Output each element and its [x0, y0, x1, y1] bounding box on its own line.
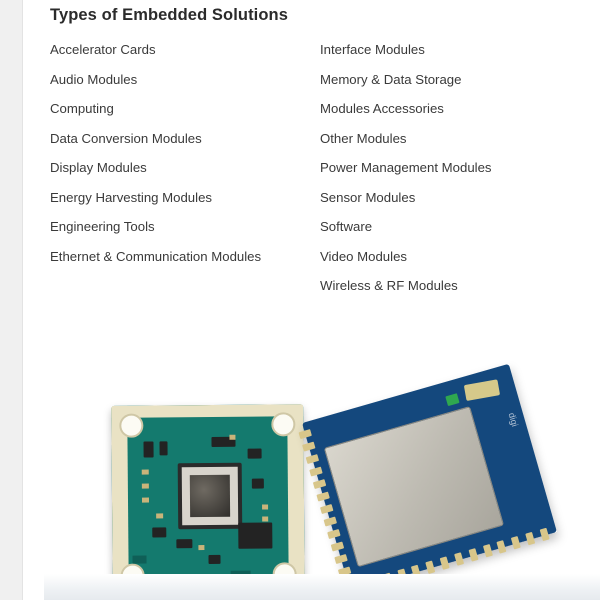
category-link-power-management-modules[interactable]: Power Management Modules: [320, 160, 492, 175]
category-link-engineering-tools[interactable]: Engineering Tools: [50, 219, 155, 234]
ic-chip: [238, 522, 272, 548]
category-link-software[interactable]: Software: [320, 219, 373, 234]
pin: [327, 529, 340, 539]
left-gutter: [0, 0, 23, 600]
category-link-data-conversion-modules[interactable]: Data Conversion Modules: [50, 130, 202, 146]
pin: [511, 536, 521, 549]
category-columns: [50, 40, 590, 306]
smd-component: [262, 504, 268, 509]
pin: [316, 492, 329, 502]
category-link-ethernet-communication-modules[interactable]: Ethernet & Communication Modules: [50, 248, 262, 264]
smd-component: [142, 470, 149, 475]
pin: [425, 560, 435, 573]
pin: [483, 544, 493, 557]
camera-sensor-module-photo: [111, 404, 305, 596]
pin: [525, 532, 535, 545]
pin: [334, 554, 347, 564]
smd-component: [142, 484, 149, 489]
ic-chip: [143, 441, 153, 457]
pin: [331, 542, 344, 552]
smd-component: [262, 516, 268, 521]
pin: [313, 479, 326, 489]
mounting-hole: [119, 414, 143, 438]
page-title: Types of Embedded Solutions: [50, 6, 288, 24]
pin: [468, 548, 478, 561]
solder-pad: [132, 556, 146, 564]
category-link-audio-modules[interactable]: Audio Modules: [50, 71, 138, 87]
pin: [309, 467, 322, 477]
product-images: [44, 360, 600, 600]
category-link-video-modules[interactable]: Video Modules: [320, 248, 407, 264]
pin: [306, 454, 319, 464]
ic-chip: [252, 479, 264, 489]
smd-component: [142, 498, 149, 503]
smd-component: [198, 545, 204, 550]
mounting-hole: [271, 412, 295, 436]
category-column-left: [50, 40, 320, 306]
pin: [298, 429, 311, 439]
content-area: [22, 0, 600, 600]
category-link-display-modules[interactable]: Display Modules: [50, 160, 147, 175]
category-link-wireless-rf-modules[interactable]: Wireless & RF Modules: [320, 278, 458, 293]
image-sensor-die: [178, 463, 243, 530]
pin: [320, 504, 333, 514]
category-link-interface-modules[interactable]: Interface Modules: [320, 42, 425, 57]
smd-component: [229, 435, 235, 440]
ic-chip: [159, 441, 167, 455]
pin: [324, 517, 337, 527]
category-link-computing[interactable]: Computing: [50, 101, 114, 116]
ic-chip: [176, 539, 192, 548]
bottom-shadow-band: [44, 574, 600, 600]
board-silkscreen-text: digi: [506, 411, 521, 428]
smd-component: [156, 513, 163, 518]
ic-chip: [152, 527, 166, 537]
category-link-accelerator-cards[interactable]: Accelerator Cards: [50, 42, 156, 57]
category-link-modules-accessories[interactable]: Modules Accessories: [320, 101, 444, 116]
pin: [440, 556, 450, 569]
category-link-memory-data-storage[interactable]: Memory & Data Storage: [320, 71, 462, 87]
pin: [497, 540, 507, 553]
ic-chip: [208, 555, 220, 564]
pin: [302, 442, 315, 452]
ic-chip: [248, 449, 262, 459]
wireless-rf-module-photo: [302, 364, 557, 591]
category-link-other-modules[interactable]: Other Modules: [320, 130, 407, 146]
category-link-sensor-modules[interactable]: Sensor Modules: [320, 189, 416, 205]
category-column-right: [320, 40, 590, 306]
category-link-energy-harvesting-modules[interactable]: Energy Harvesting Modules: [50, 189, 212, 205]
pin: [454, 552, 464, 565]
